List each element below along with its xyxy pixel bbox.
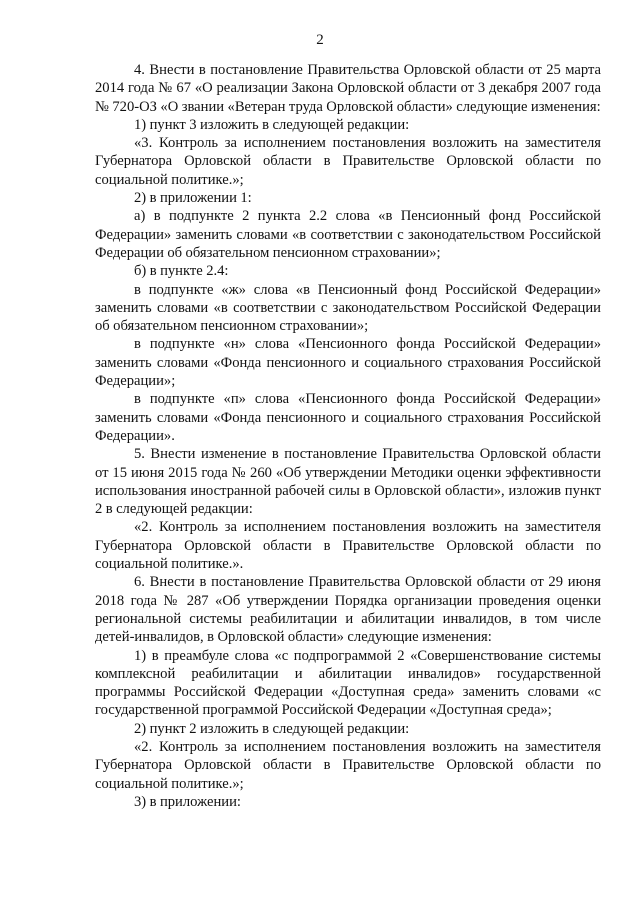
document-body <box>95 61 601 811</box>
paragraph-subitem-a: а) в подпункте 2 пункта 2.2 слова «в Пенсионный фонд Российской Федерации» заменить словами «в соответствии с законодательством Российской Федерации об обязательном пенсионном страховании»; <box>95 208 601 261</box>
paragraph-preamble-change: 1) в преамбуле слова «с подпрограммой 2 «Совершенствование системы комплексной реабилитации и абилитации инвалидов» государственной программы Российской Федерации «Доступная среда» заменить словами «с государственной программой Российской Федерации «Доступная среда»; <box>95 647 601 719</box>
paragraph-subpoint-p: в подпункте «п» слова «Пенсионного фонда Российской Федерации» заменить словами «Фонда пенсионного и социального страхования Российской Федерации». <box>95 391 601 444</box>
paragraph-item-6: 6. Внести в постановление Правительства Орловской области от 29 июня 2018 года № 287 «Об утверждении Порядка организации проведения оценки региональной системы реабилитации и абилитации инвалидов, в том числе детей-инвалидов, в Орловской области» следующие изменения: <box>95 574 601 646</box>
paragraph-item-4: 4. Внести в постановление Правительства Орловской области от 25 марта 2014 года № 67 «О реализации Закона Орловской области от 3 декабря 2007 года № 720-ОЗ «О звании «Ветеран труда Орловской области» следующие изменения: <box>95 62 601 115</box>
paragraph-quote-2: «2. Контроль за исполнением постановления возложить на заместителя Губернатора Орловской области в Правительстве Орловской области по социальной политике.». <box>95 519 601 573</box>
paragraph-subpoint-zh: в подпункте «ж» слова «в Пенсионный фонд Российской Федерации» заменить словами «в соответствии с законодательством Российской Федерации об обязательном пенсионном страховании»; <box>95 281 601 335</box>
paragraph-subitem-1: 1) пункт 3 изложить в следующей редакции: <box>134 116 410 133</box>
paragraph-subitem-2: 2) в приложении 1: <box>134 190 252 207</box>
paragraph-quote-2b: «2. Контроль за исполнением постановления возложить на заместителя Губернатора Орловской области в Правительстве Орловской области по социальной политике.»; <box>95 738 601 792</box>
paragraph-item-5: 5. Внести изменение в постановление Правительства Орловской области от 15 июня 2015 года № 260 «Об утверждении Методики оценки эффективности использования иностранной рабочей силы в Орловской области», изложив пункт 2 в следующей редакции: <box>95 446 601 518</box>
paragraph-subpoint-n: в подпункте «н» слова «Пенсионного фонда Российской Федерации» заменить словами «Фонда пенсионного и социального страхования Российской Федерации»; <box>95 336 601 390</box>
paragraph-quote-3: «3. Контроль за исполнением постановления возложить на заместителя Губернатора Орловской области в Правительстве Орловской области по социальной политике.»; <box>95 135 601 188</box>
paragraph-subitem-3: 3) в приложении: <box>134 793 241 810</box>
paragraph-subitem-2b: 2) пункт 2 изложить в следующей редакции: <box>134 720 410 737</box>
paragraph-subitem-b: б) в пункте 2.4: <box>134 263 229 280</box>
page-number: 2 <box>316 32 324 48</box>
